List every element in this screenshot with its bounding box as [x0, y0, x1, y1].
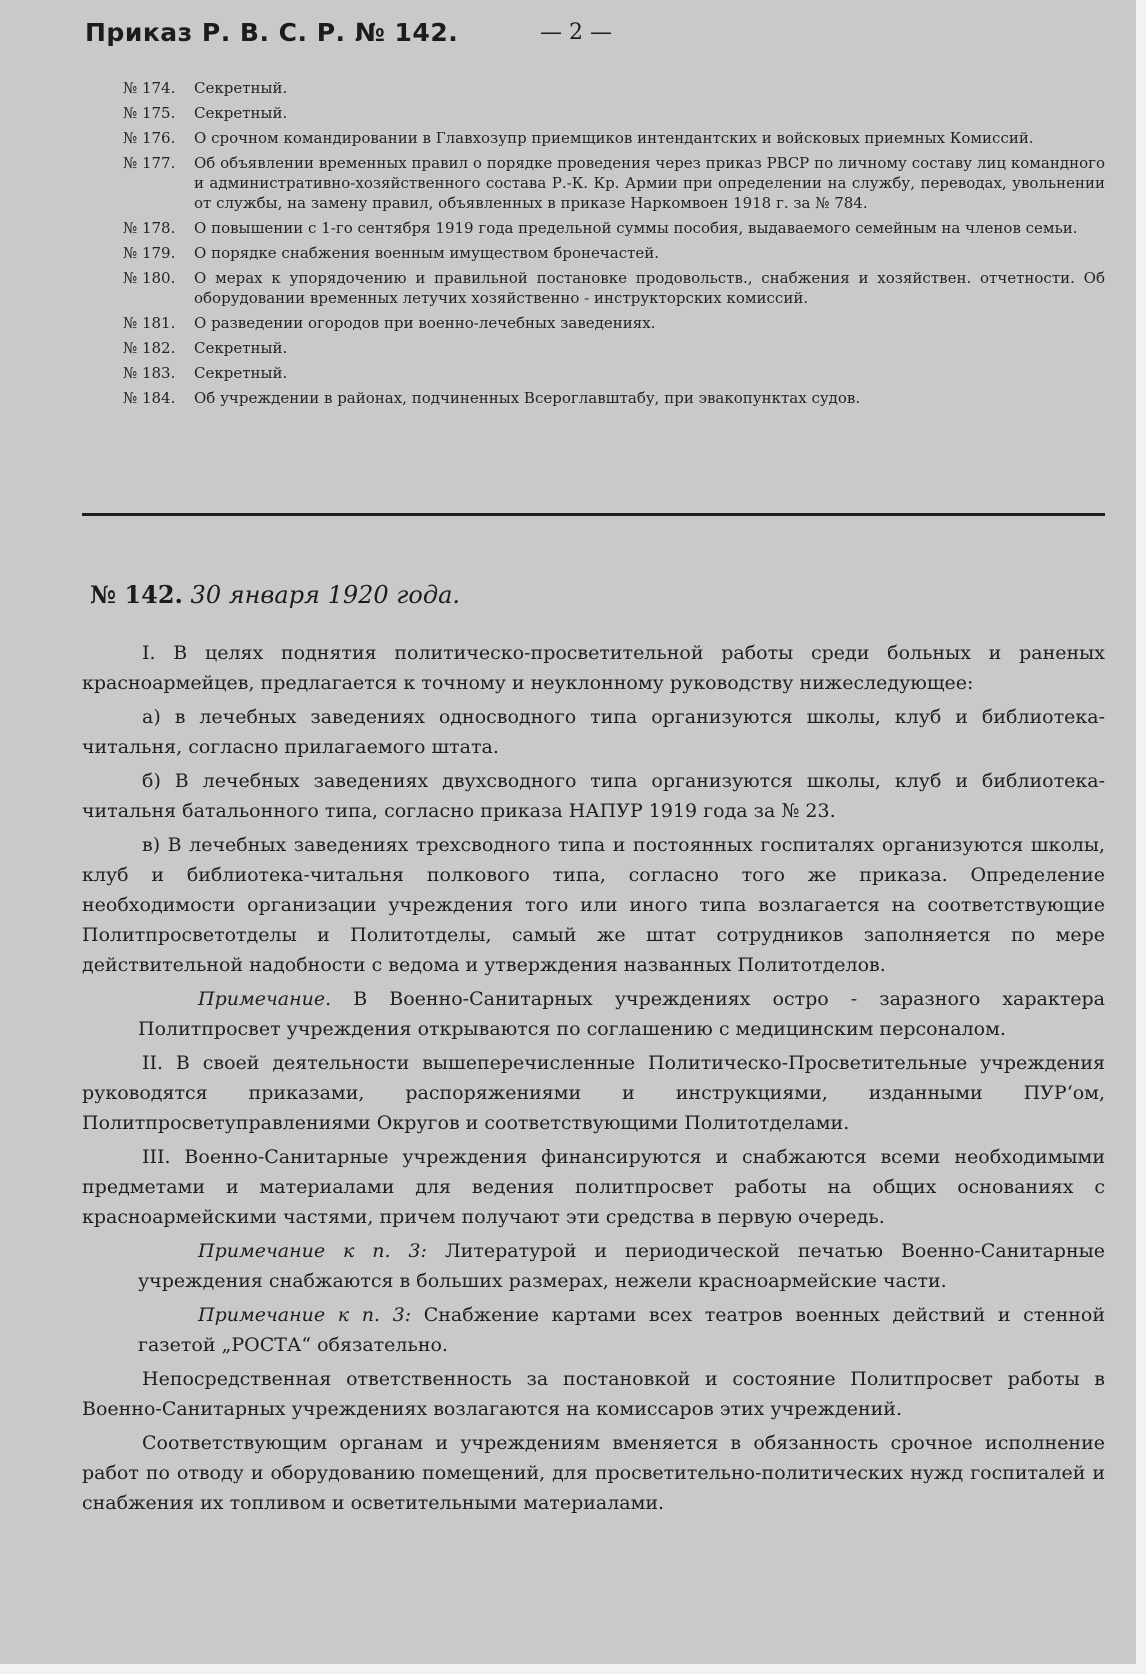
- toc-item-number: № 176.: [123, 129, 176, 147]
- note-text: Снабжение картами всех театров военных действий и стенной газетой „РОСТА“ обязательно.: [138, 1304, 1105, 1356]
- paragraph-4: Непосредственная ответственность за постановкой и состояние Политпросвет работы в Военно-Санитарных учреждениях возлагаются на комиссаров этих учреждений.: [82, 1368, 1105, 1420]
- table-of-contents: [123, 78, 1105, 413]
- toc-item-number: № 184.: [123, 389, 176, 407]
- toc-item: [123, 78, 1105, 98]
- paragraph-1: I. В целях поднятия политическо-просветительной работы среди больных и раненых красноармейцев, предлагается к точному и неуклонному руководству нижеследующее:: [82, 642, 1105, 694]
- toc-item: [123, 103, 1105, 123]
- toc-item-text: Секретный.: [194, 79, 288, 97]
- toc-item-text: Об объявлении временных правил о порядке проведения через приказ РВСР по личному составу лиц командного и административно-хозяйственного состава Р.-К. Кр. Армии при определении на службу, переводах, увольнении от службы, на замену правил, объявленных в приказе Наркомвоен 1918 г. за № 784.: [194, 154, 1105, 212]
- toc-item-number: № 174.: [123, 79, 176, 97]
- toc-item: [123, 153, 1105, 213]
- toc-item-number: № 183.: [123, 364, 176, 382]
- toc-item: [123, 128, 1105, 148]
- note-3: [138, 1300, 1105, 1360]
- toc-item-text: Секретный.: [194, 364, 288, 382]
- paragraph-5: Соответствующим органам и учреждениям вменяется в обязанность срочное исполнение работ по отводу и оборудованию помещений, для просветительно-политических нужд госпиталей и снабжения их топливом и осветительными материалами.: [82, 1432, 1105, 1514]
- toc-item: [123, 218, 1105, 238]
- order-number: № 142.: [90, 580, 183, 609]
- toc-item: [123, 338, 1105, 358]
- note-text: В Военно-Санитарных учреждениях остро - заразного характера Политпросвет учреждения открываются по соглашению с медицинским персоналом.: [138, 988, 1105, 1040]
- toc-item-text: О мерах к упорядочению и правильной постановке продовольств., снабжения и хозяйствен. отчетности. Об оборудовании временных летучих хозяйственно - инструкторских комиссий.: [194, 269, 1105, 307]
- toc-item: [123, 388, 1105, 408]
- order-body: [82, 638, 1105, 1522]
- page-number: — 2 —: [540, 20, 612, 45]
- toc-item-text: О повышении с 1-го сентября 1919 года предельной суммы пособия, выдаваемого семейным на членов семьи.: [194, 219, 1078, 237]
- paragraph-3: III. Военно-Санитарные учреждения финансируются и снабжаются всеми необходимыми предметами и материалами для ведения политпросвет работы на общих основаниях с красноармейскими частями, причем получают эти средства в первую очередь.: [82, 1146, 1105, 1228]
- toc-item-number: № 178.: [123, 219, 176, 237]
- toc-item: [123, 313, 1105, 333]
- order-date: 30 января 1920 года.: [190, 581, 461, 609]
- toc-item-text: О разведении огородов при военно-лечебных заведениях.: [194, 314, 656, 332]
- toc-item-text: Об учреждении в районах, подчиненных Всероглавштабу, при эвакопунктах судов.: [194, 389, 861, 407]
- note-label: Примечание.: [198, 988, 332, 1010]
- note-2: [138, 1236, 1105, 1296]
- paragraph-1a: а) в лечебных заведениях односводного типа организуются школы, клуб и библиотека-читальня, согласно прилагаемого штата.: [82, 706, 1105, 758]
- toc-item-number: № 179.: [123, 244, 176, 262]
- note-label: Примечание к п. 3:: [198, 1240, 427, 1262]
- order-heading: [90, 580, 460, 609]
- paragraph-2: II. В своей деятельности вышеперечисленные Политическо-Просветительные учреждения руководятся приказами, распоряжениями и инструкциями, изданными ПУР‘ом, Политпросветуправлениями Округов и соответствующими Политотделами.: [82, 1052, 1105, 1134]
- header-title: Приказ Р. В. С. Р. № 142.: [85, 18, 459, 47]
- note-label: Примечание к п. 3:: [198, 1304, 412, 1326]
- toc-item-number: № 182.: [123, 339, 176, 357]
- note-1: [138, 984, 1105, 1044]
- toc-item: [123, 268, 1105, 308]
- paragraph-1c: в) В лечебных заведениях трехсводного типа и постоянных госпиталях организуются школы, клуб и библиотека-читальня полкового типа, согласно того же приказа. Определение необходимости организации учреждения того или иного типа возлагается на соответствующие Политпросветотделы и Политотделы, самый же штат сотрудников заполняется по мере действительной надобности с ведома и утверждения названных Политотделов.: [82, 834, 1105, 976]
- toc-item-number: № 180.: [123, 269, 176, 287]
- scan-edge-right: [1136, 0, 1146, 1674]
- paragraph-1b: б) В лечебных заведениях двухсводного типа организуются школы, клуб и библиотека-читальня батальонного типа, согласно приказа НАПУР 1919 года за № 23.: [82, 770, 1105, 822]
- note-text: Литературой и периодической печатью Военно-Санитарные учреждения снабжаются в больших размерах, нежели красноармейские части.: [138, 1240, 1105, 1292]
- section-divider: [82, 513, 1105, 516]
- toc-item-number: № 181.: [123, 314, 176, 332]
- toc-item-text: Секретный.: [194, 339, 288, 357]
- toc-item: [123, 243, 1105, 263]
- toc-item: [123, 363, 1105, 383]
- toc-item-text: О срочном командировании в Главхозупр приемщиков интендантских и войсковых приемных Комиссий.: [194, 129, 1034, 147]
- toc-item-text: О порядке снабжения военным имуществом бронечастей.: [194, 244, 660, 262]
- scan-edge-bottom: [0, 1664, 1146, 1674]
- toc-item-number: № 177.: [123, 154, 176, 172]
- toc-item-number: № 175.: [123, 104, 176, 122]
- toc-item-text: Секретный.: [194, 104, 288, 122]
